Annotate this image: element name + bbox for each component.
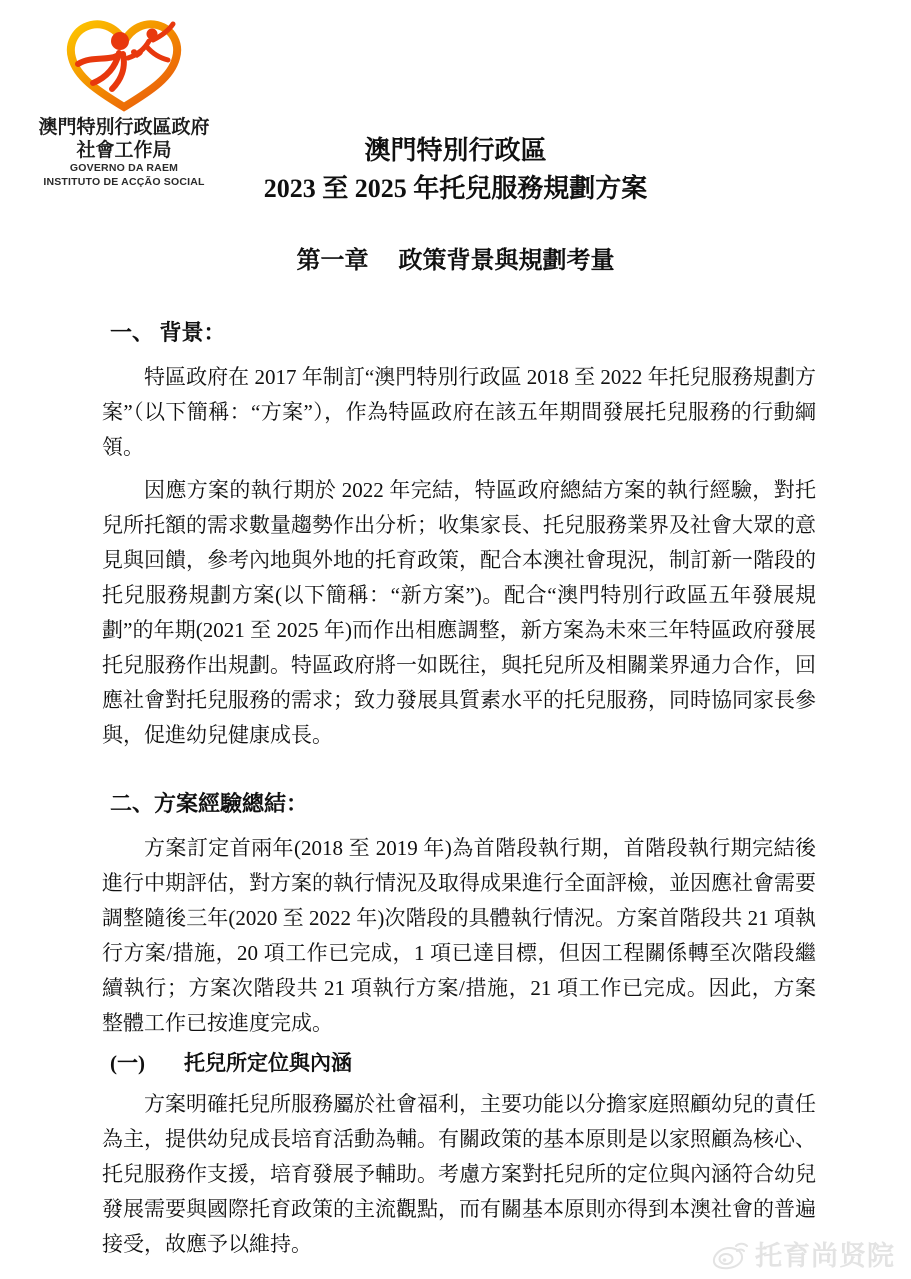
org-name-pt-line1: GOVERNO DA RAEM	[69, 162, 179, 174]
document-title	[0, 132, 911, 208]
heart-logo-icon	[65, 20, 183, 112]
paragraph: 方案訂定首兩年(2018 至 2019 年)為首階段執行期，首階段執行期完結後進行中期評估，對方案的執行情況及取得成果進行全面評檢，並因應社會需要調整隨後三年(2020 至 2022 年)次階段的具體執行情況。方案首階段共 21 項執行方案/措施，20 項工作已完成，1 項已達目標，但因工程關係轉至次階段繼續執行；方案次階段共 21 項執行方案/措施，21 項工作已完成。因此，方案整體工作已按進度完成。	[102, 836, 816, 1035]
subsection-number: (一)	[110, 1051, 145, 1075]
subsection-title: 托兒所定位與內涵	[184, 1051, 352, 1075]
paragraph: 特區政府在 2017 年制訂“澳門特別行政區 2018 至 2022 年托兒服務規劃方案”（以下簡稱：“方案”），作為特區政府在該五年期間發展托兒服務的行動綱領。	[102, 365, 816, 459]
watermark	[712, 1234, 895, 1273]
document-title-line1: 澳門特別行政區	[364, 136, 547, 165]
org-name-zh-line1: 澳門特別行政區政府	[38, 117, 210, 138]
section-heading: 一、 背景：	[110, 320, 226, 345]
org-name-pt-line2: INSTITUTO DE ACÇÃO SOCIAL	[43, 175, 205, 188]
org-name-zh-line2: 社會工作局	[76, 140, 172, 161]
weibo-icon	[712, 1238, 750, 1270]
paragraph: 方案明確托兒所服務屬於社會福利，主要功能以分擔家庭照顧幼兒的責任為主，提供幼兒成長培育活動為輔。有關政策的基本原則是以家照顧為核心、托兒服務作支援，培育發展予輔助。考慮方案對托兒所的定位與內涵符合幼兒發展需要與國際托育政策的主流觀點，而有關基本原則亦得到本澳社會的普遍接受，故應予以維持。	[102, 1092, 816, 1256]
chapter-heading: 第一章 政策背景與規劃考量	[296, 248, 615, 274]
paragraph: 因應方案的執行期於 2022 年完結，特區政府總結方案的執行經驗，對托兒所托額的需求數量趨勢作出分析；收集家長、托兒服務業界及社會大眾的意見與回饋，參考內地與外地的托育政策，配合本澳社會現況，制訂新一階段的托兒服務規劃方案(以下簡稱：“新方案”)。配合“澳門特別行政區五年發展規劃”的年期(2021 至 2025 年)而作出相應調整，新方案為未來三年特區政府發展托兒服務作出規劃。特區政府將一如既往，與托兒所及相關業界通力合作，回應社會對托兒服務的需求；致力發展具質素水平的托兒服務，同時協同家長參與，促進幼兒健康成長。	[102, 478, 816, 747]
subsection-heading	[110, 1049, 816, 1077]
section-heading: 二、方案經驗總結：	[110, 791, 309, 816]
document-body	[102, 318, 816, 1270]
watermark-label: 托育尚贤院	[755, 1241, 895, 1271]
section-background	[102, 318, 816, 753]
section-plan-experience-summary	[102, 789, 816, 1262]
document-title-line2: 2023 至 2025 年托兒服務規劃方案	[263, 174, 648, 203]
